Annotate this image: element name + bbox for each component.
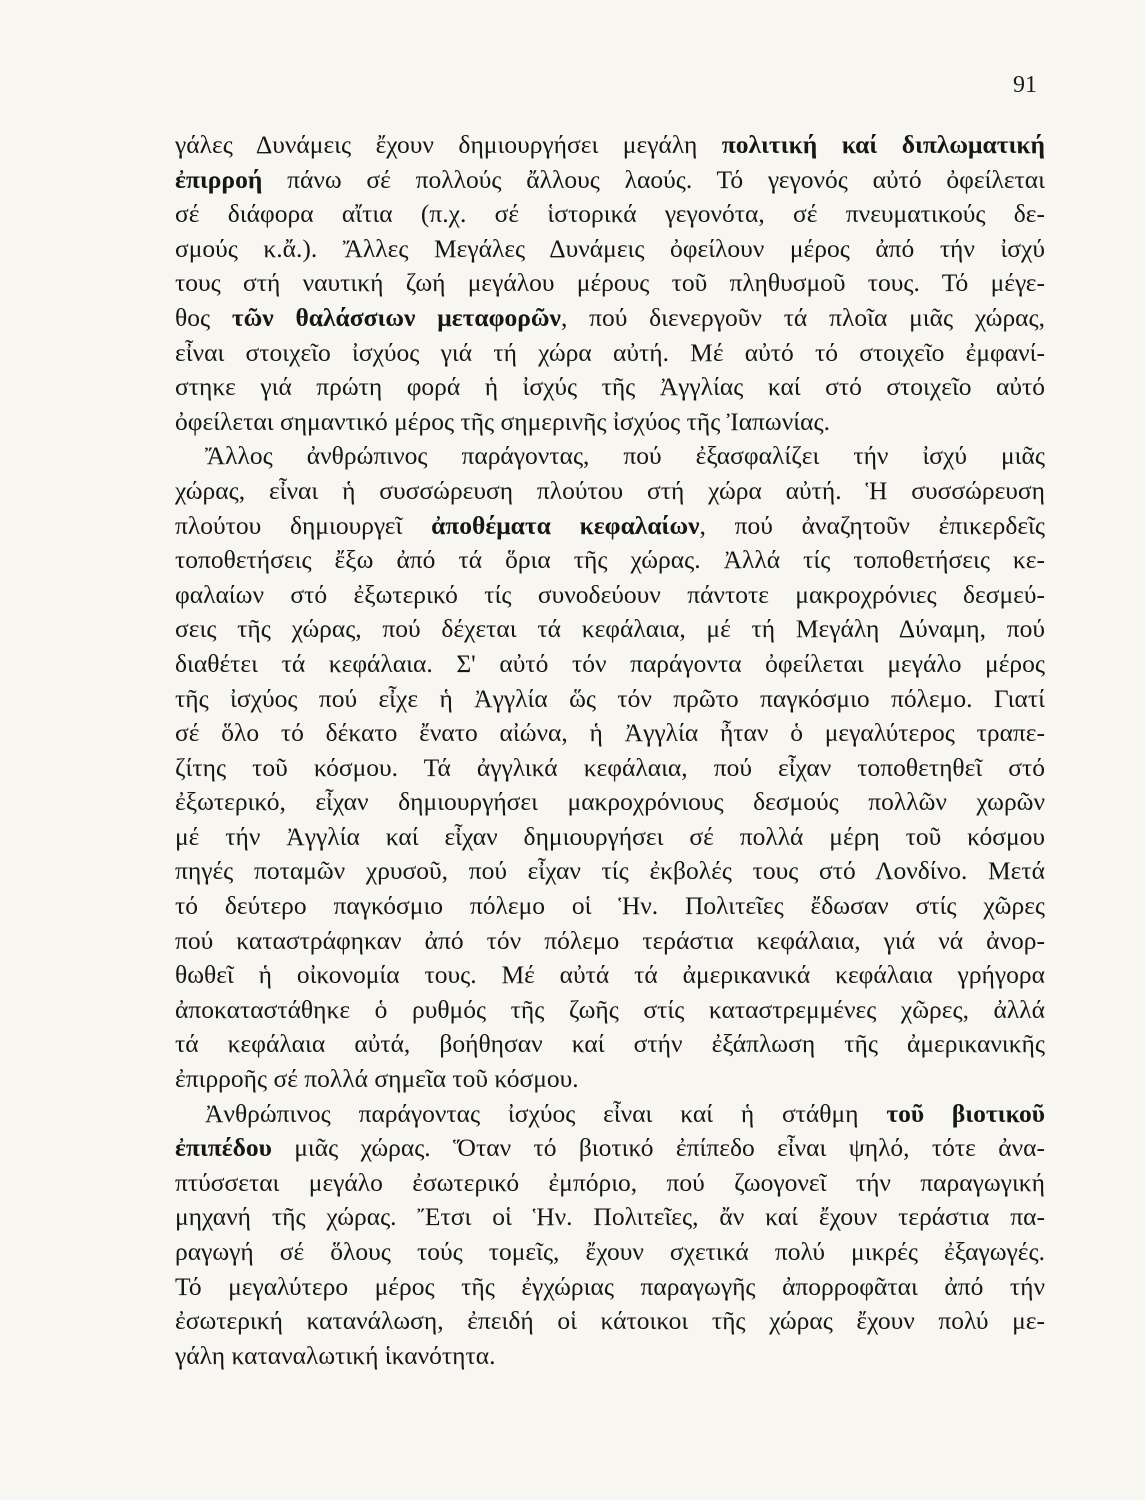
- text-run: ραγωγή σέ ὅλους τούς τομεῖς, ἔχουν σχετικά πολύ μικρές ἐξαγωγές.: [175, 1237, 1045, 1266]
- text-line: [175, 785, 1045, 820]
- bold-term: ἐπιπέδου: [175, 1133, 272, 1163]
- paragraph: [175, 439, 1045, 1096]
- text-line: [175, 1027, 1045, 1062]
- body-text: [175, 128, 1045, 1373]
- text-line: [175, 301, 1045, 336]
- text-line: [175, 854, 1045, 889]
- text-run: διαθέτει τά κεφάλαια. Σ' αὐτό τόν παράγοντα ὀφείλεται μεγάλο μέρος: [175, 648, 1045, 678]
- text-line: [175, 509, 1045, 544]
- bold-term: τῶν θαλάσσιων μεταφορῶν: [231, 302, 561, 332]
- text-line: [175, 128, 1045, 163]
- bold-term: τοῦ βιοτικοῦ: [886, 1098, 1045, 1128]
- text-run: ἐσωτερική κατανάλωση, ἐπειδή οἱ κάτοικοι τῆς χώρας ἔχουν πολύ με-: [175, 1306, 1045, 1336]
- text-line: [175, 993, 1045, 1028]
- text-run: πάνω σέ πολλούς ἄλλους λαούς. Τό γεγονός αὐτό ὀφείλεται: [262, 164, 1045, 194]
- text-line: [175, 682, 1045, 717]
- text-run: θος: [175, 302, 232, 332]
- text-line: [175, 1131, 1045, 1166]
- text-run: πηγές ποταμῶν χρυσοῦ, πού εἶχαν τίς ἐκβολές τους στό Λονδίνο. Μετά: [175, 856, 1045, 886]
- text-line: [175, 612, 1045, 647]
- text-line: [175, 578, 1045, 613]
- text-line: [175, 163, 1045, 198]
- paragraph: [175, 128, 1045, 439]
- text-run: ἐπιρροῆς σέ πολλά σημεῖα τοῦ κόσμου.: [175, 1064, 579, 1094]
- text-line: [175, 1304, 1045, 1339]
- text-run: μηχανή τῆς χώρας. Ἔτσι οἱ Ἡν. Πολιτεῖες, ἄν καί ἔχουν τεράστια πα-: [175, 1202, 1045, 1232]
- text-line: [175, 439, 1045, 474]
- text-run: σέ ὅλο τό δέκατο ἔνατο αἰώνα, ἡ Ἀγγλία ἦταν ὁ μεγαλύτερος τραπε-: [175, 718, 1045, 748]
- text-line: [175, 1235, 1045, 1270]
- text-run: γάλες Δυνάμεις ἔχουν δημιουργήσει μεγάλη: [175, 130, 722, 159]
- text-run: χώρας, εἶναι ἡ συσσώρευση πλούτου στή χώρα αὐτή. Ἡ συσσώρευση: [175, 475, 1045, 505]
- text-line: [175, 405, 1045, 440]
- text-run: τους στή ναυτική ζωή μεγάλου μέρους τοῦ πληθυσμοῦ τους. Τό μέγε-: [175, 268, 1045, 298]
- text-line: [175, 958, 1045, 993]
- text-line: [175, 647, 1045, 682]
- text-line: [175, 197, 1045, 232]
- bold-term: ἐπιρροή: [175, 164, 263, 194]
- text-run: πτύσσεται μεγάλο ἐσωτερικό ἐμπόριο, πού ζωογονεῖ τήν παραγωγική: [175, 1167, 1045, 1197]
- text-line: [175, 543, 1045, 578]
- text-line: [175, 1270, 1045, 1305]
- text-run: ὀφείλεται σημαντικό μέρος τῆς σημερινῆς ἰσχύος τῆς Ἰαπωνίας.: [175, 406, 830, 436]
- bold-term: πολιτική καί διπλωματική: [721, 130, 1045, 159]
- text-run: σέ διάφορα αἴτια (π.χ. σέ ἱστορικά γεγονότα, σέ πνευματικούς δε-: [175, 199, 1045, 229]
- text-run: τό δεύτερο παγκόσμιο πόλεμο οἱ Ἡν. Πολιτεῖες ἔδωσαν στίς χῶρες: [175, 891, 1045, 921]
- text-line: [175, 1339, 1045, 1374]
- page-number: 91: [1013, 72, 1037, 98]
- text-run: ζίτης τοῦ κόσμου. Τά ἀγγλικά κεφάλαια, πού εἶχαν τοποθετηθεῖ στό: [175, 752, 1045, 782]
- paragraph: [175, 1097, 1045, 1374]
- text-line: [175, 474, 1045, 509]
- text-line: [175, 820, 1045, 855]
- text-run: στηκε γιά πρώτη φορά ἡ ἰσχύς τῆς Ἀγγλίας καί στό στοιχεῖο αὐτό: [175, 372, 1045, 402]
- text-line: [175, 266, 1045, 301]
- text-run: , πού ἀναζητοῦν ἐπικερδεῖς: [699, 510, 1045, 540]
- text-line: [175, 889, 1045, 924]
- text-run: γάλη καταναλωτική ἱκανότητα.: [175, 1340, 496, 1370]
- text-run: τῆς ἰσχύος πού εἶχε ἡ Ἀγγλία ὥς τόν πρῶτο παγκόσμιο πόλεμο. Γιατί: [175, 683, 1045, 713]
- text-run: πλούτου δημιουργεῖ: [175, 510, 432, 540]
- bold-term: ἀποθέματα κεφαλαίων: [431, 510, 700, 540]
- text-line: [175, 336, 1045, 371]
- text-run: ἐξωτερικό, εἶχαν δημιουργήσει μακροχρόνιους δεσμούς πολλῶν χωρῶν: [175, 787, 1045, 817]
- text-line: [175, 924, 1045, 959]
- text-run: φαλαίων στό ἐξωτερικό τίς συνοδεύουν πάντοτε μακροχρόνιες δεσμεύ-: [175, 579, 1045, 609]
- text-run: θωθεῖ ἡ οἰκονομία τους. Μέ αὐτά τά ἀμερικανικά κεφάλαια γρήγορα: [175, 960, 1045, 990]
- text-run: ἀποκαταστάθηκε ὁ ρυθμός τῆς ζωῆς στίς καταστρεμμένες χῶρες, ἀλλά: [175, 994, 1045, 1024]
- text-run: πού καταστράφηκαν ἀπό τόν πόλεμο τεράστια κεφάλαια, γιά νά ἀνορ-: [175, 925, 1045, 955]
- text-line: [175, 1200, 1045, 1235]
- text-line: [175, 370, 1045, 405]
- text-line: [175, 751, 1045, 786]
- text-run: σεις τῆς χώρας, πού δέχεται τά κεφάλαια, μέ τή Μεγάλη Δύναμη, πού: [175, 614, 1045, 644]
- text-line: [175, 1062, 1045, 1097]
- text-run: Ἄλλος ἀνθρώπινος παράγοντας, πού ἐξασφαλίζει τήν ἰσχύ μιᾶς: [205, 441, 1045, 471]
- text-run: σμούς κ.ἄ.). Ἄλλες Μεγάλες Δυνάμεις ὀφείλουν μέρος ἀπό τήν ἰσχύ: [175, 233, 1045, 263]
- text-run: τά κεφάλαια αὐτά, βοήθησαν καί στήν ἐξάπλωση τῆς ἀμερικανικῆς: [175, 1029, 1045, 1059]
- text-run: , πού διενεργοῦν τά πλοῖα μιᾶς χώρας,: [560, 302, 1046, 332]
- text-run: εἶναι στοιχεῖο ἰσχύος γιά τή χώρα αὐτή. Μέ αὐτό τό στοιχεῖο ἐμφανί-: [175, 337, 1045, 367]
- text-run: Ἀνθρώπινος παράγοντας ἰσχύος εἶναι καί ἡ στάθμη: [205, 1098, 887, 1128]
- text-run: τοποθετήσεις ἔξω ἀπό τά ὅρια τῆς χώρας. Ἀλλά τίς τοποθετήσεις κε-: [175, 545, 1045, 575]
- text-run: μέ τήν Ἀγγλία καί εἶχαν δημιουργήσει σέ πολλά μέρη τοῦ κόσμου: [175, 821, 1045, 851]
- text-line: [175, 716, 1045, 751]
- text-line: [175, 1097, 1045, 1132]
- text-line: [175, 232, 1045, 267]
- text-line: [175, 1166, 1045, 1201]
- text-run: μιᾶς χώρας. Ὅταν τό βιοτικό ἐπίπεδο εἶναι ψηλό, τότε ἀνα-: [271, 1133, 1045, 1163]
- text-run: Τό μεγαλύτερο μέρος τῆς ἐγχώριας παραγωγῆς ἀπορροφᾶται ἀπό τήν: [175, 1271, 1045, 1301]
